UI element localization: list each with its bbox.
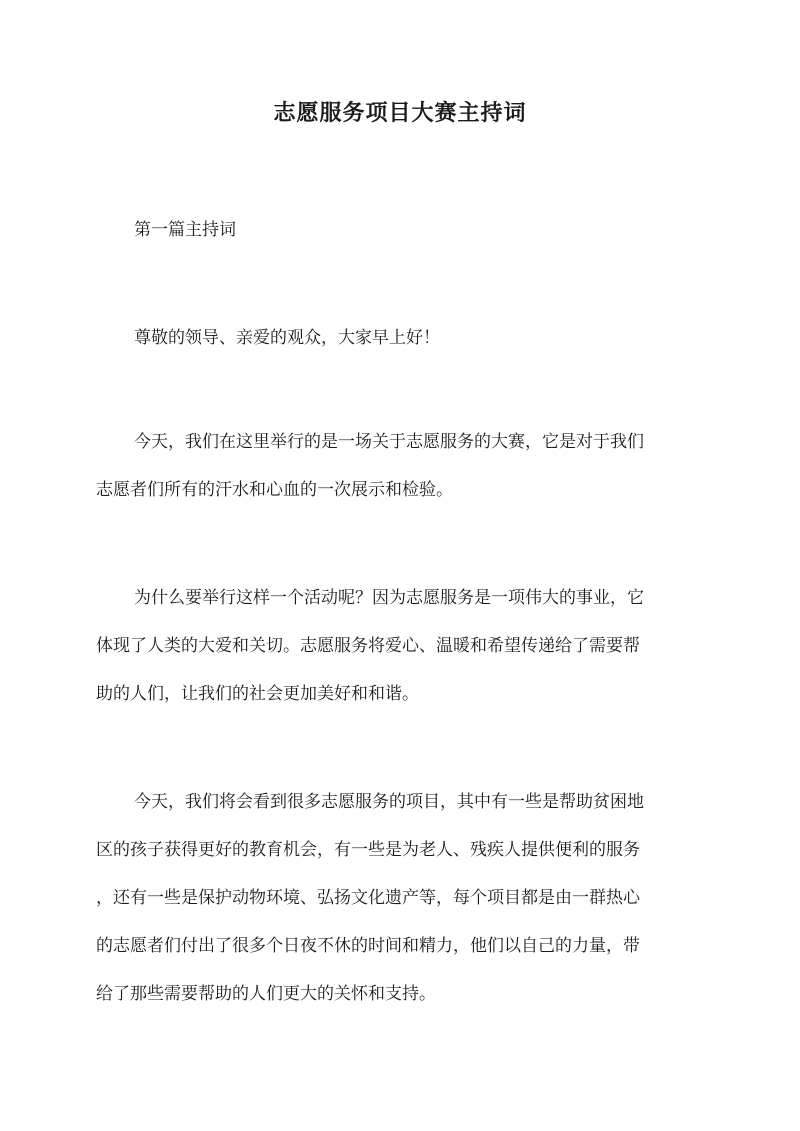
paragraph-line: 的志愿者们付出了很多个日夜不休的时间和精力，他们以自己的力量，带 <box>96 936 640 956</box>
paragraph-line: 今天，我们在这里举行的是一场关于志愿服务的大赛，它是对于我们 <box>134 432 644 452</box>
paragraph-line: 尊敬的领导、亲爱的观众，大家早上好！ <box>134 328 440 348</box>
section-heading <box>96 206 702 254</box>
paragraph-intro <box>96 418 702 514</box>
page-title: 志愿服务项目大赛主持词 <box>273 100 527 126</box>
paragraph-line: 给了那些需要帮助的人们更大的关怀和支持。 <box>96 984 436 1004</box>
paragraph-line: 为什么要举行这样一个活动呢？因为志愿服务是一项伟大的事业，它 <box>134 588 644 608</box>
paragraph-line: 体现了人类的大爱和关切。志愿服务将爱心、温暖和希望传递给了需要帮 <box>96 636 640 656</box>
section-heading-text: 第一篇主持词 <box>134 220 236 240</box>
paragraph-purpose <box>96 574 702 718</box>
paragraph-line: 区的孩子获得更好的教育机会，有一些是为老人、残疾人提供便利的服务 <box>96 840 640 860</box>
paragraph-greeting <box>96 314 702 362</box>
paragraph-line: 志愿者们所有的汗水和心血的一次展示和检验。 <box>96 480 453 500</box>
paragraph-line: 助的人们，让我们的社会更加美好和和谐。 <box>96 684 419 704</box>
paragraph-line: ，还有一些是保护动物环境、弘扬文化遗产等，每个项目都是由一群热心 <box>96 888 640 908</box>
paragraph-projects <box>96 778 702 1018</box>
paragraph-line: 今天，我们将会看到很多志愿服务的项目，其中有一些是帮助贫困地 <box>134 792 644 812</box>
